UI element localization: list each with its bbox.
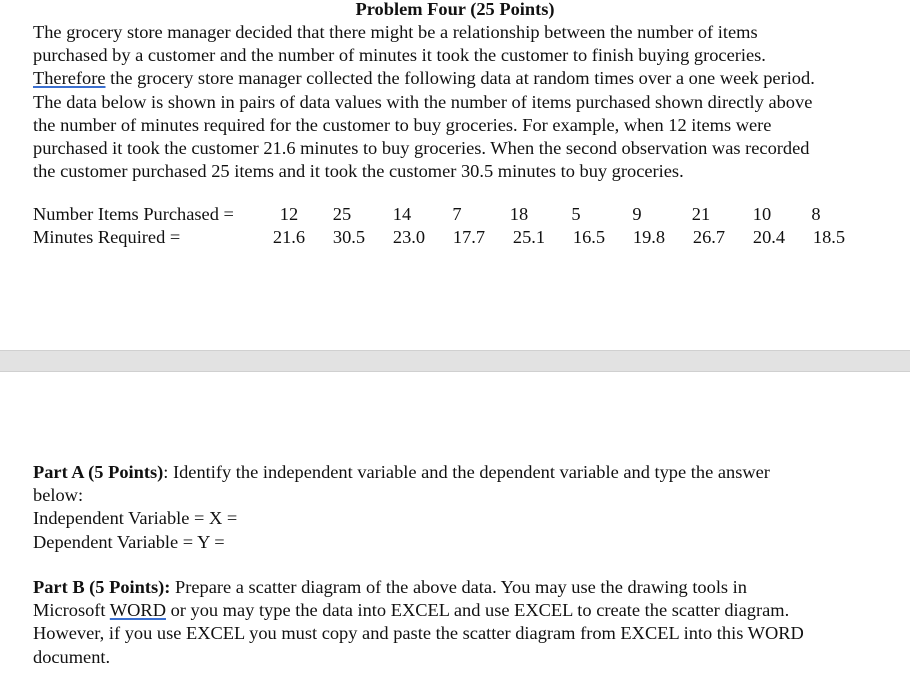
description-line: Therefore the grocery store manager collected the following data at random times over a one week period. <box>33 68 815 89</box>
description-line: the number of minutes required for the customer to buy groceries. For example, when 12 items were <box>33 114 772 135</box>
part-b-line: document. <box>33 646 111 667</box>
items-value: 25 <box>332 204 352 224</box>
minutes-value: 30.5 <box>332 227 366 248</box>
description-line: purchased it took the customer 21.6 minutes to buy groceries. When the second observation was recorded <box>33 138 810 159</box>
items-value: 12 <box>279 204 299 224</box>
minutes-row <box>33 226 903 249</box>
part-a-line: below: <box>33 485 84 506</box>
minutes-value: 25.1 <box>512 227 546 248</box>
independent-variable-answer[interactable]: Independent Variable = X = <box>33 508 238 529</box>
part-b-line: However, if you use EXCEL you must copy and paste the scatter diagram from EXCEL into this WORD <box>33 623 804 644</box>
items-value: 21 <box>691 204 711 224</box>
minutes-value: 17.7 <box>452 227 486 248</box>
items-value: 9 <box>632 204 642 224</box>
minutes-value: 20.4 <box>752 227 786 248</box>
minutes-value: 21.6 <box>272 227 306 248</box>
grammar-flag-word[interactable]: WORD <box>109 600 166 621</box>
description-line: the customer purchased 25 items and it took the customer 30.5 minutes to buy groceries. <box>33 161 684 182</box>
minutes-value: 18.5 <box>812 227 846 248</box>
minutes-value: 16.5 <box>572 227 606 248</box>
part-a <box>33 461 893 554</box>
minutes-value: 19.8 <box>632 227 666 248</box>
description-line: The data below is shown in pairs of data values with the number of items purchased shown directly above <box>33 91 813 112</box>
data-table <box>33 203 903 249</box>
items-value: 8 <box>811 204 821 224</box>
items-value: 10 <box>752 204 772 224</box>
items-label: Number Items Purchased = <box>33 204 234 224</box>
items-value: 18 <box>509 204 529 224</box>
grammar-flag-word[interactable]: Therefore <box>33 68 106 89</box>
minutes-label: Minutes Required = <box>33 227 181 248</box>
minutes-value: 23.0 <box>392 227 426 248</box>
page-break-divider <box>0 350 910 372</box>
description-line: purchased by a customer and the number of minutes it took the customer to finish buying groceries. <box>33 45 766 66</box>
part-b-heading: Part B (5 Points): <box>33 577 171 597</box>
description-line: The grocery store manager decided that there might be a relationship between the number of items <box>33 22 758 42</box>
part-a-line: Part A (5 Points): Identify the independent variable and the dependent variable and type the answer <box>33 462 770 482</box>
part-a-heading: Part A (5 Points) <box>33 462 164 482</box>
minutes-value: 26.7 <box>692 227 726 248</box>
part-b-line: Microsoft WORD or you may type the data into EXCEL and use EXCEL to create the scatter diagram. <box>33 600 790 621</box>
dependent-variable-answer[interactable]: Dependent Variable = Y = <box>33 531 225 552</box>
problem-title: Problem Four (25 Points) <box>355 0 555 19</box>
part-b <box>33 576 893 669</box>
problem-description <box>33 21 893 183</box>
items-value: 14 <box>392 204 412 224</box>
items-value: 7 <box>452 204 462 224</box>
items-row <box>33 203 903 226</box>
part-b-line: Part B (5 Points): Prepare a scatter diagram of the above data. You may use the drawing tools in <box>33 577 747 597</box>
items-value: 5 <box>571 204 581 224</box>
